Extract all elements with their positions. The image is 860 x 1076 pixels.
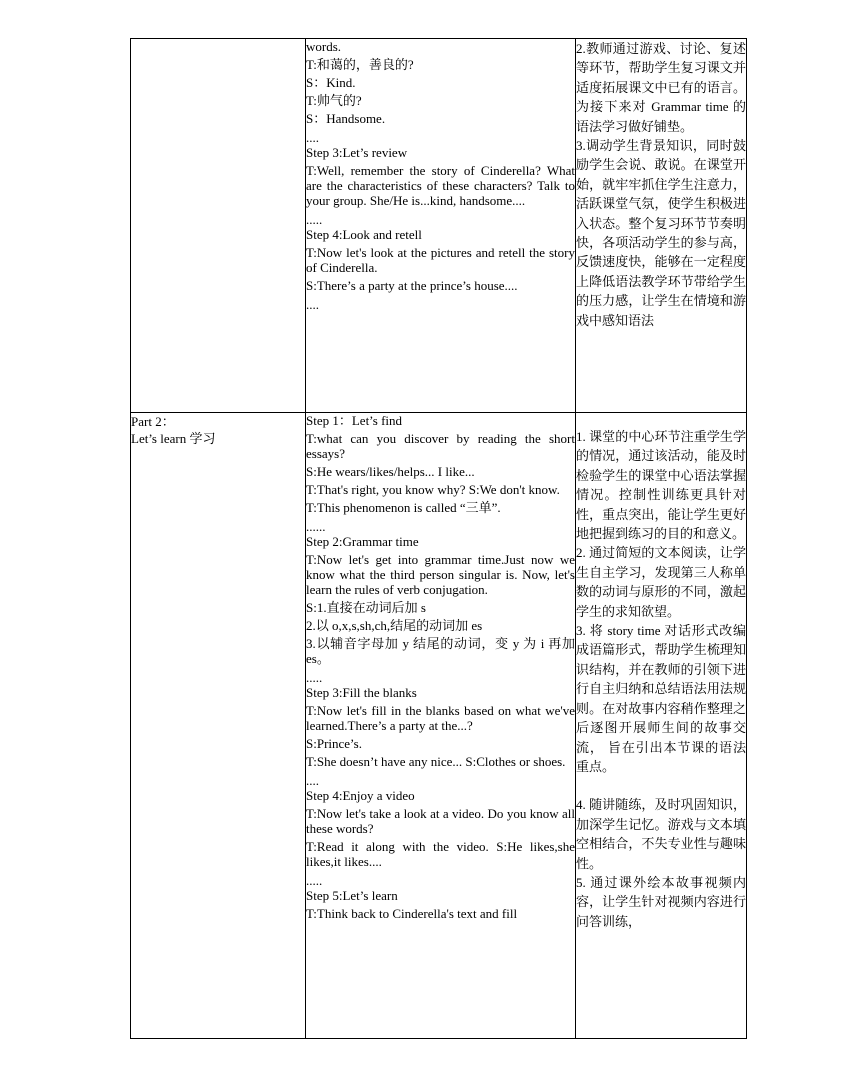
intent-note: 3. 将 story time 对话形式改编成语篇形式，帮助学生梳理知识结构，并在教师的引领下进行自主归纳和总结语法用法规则。在对故事内容稍作整理之后逐图开展师生间的故事交流， 旨在引出本节课的语法重点。 <box>576 623 746 774</box>
step-line: S:Prince’s. <box>306 736 362 751</box>
step-heading: Step 4:Enjoy a video <box>306 788 415 803</box>
step-line: T:Well, remember the story of Cinderella? What are the characteristics of these characters? Talk to your group. She/He is...kind, handsome.... <box>306 163 575 208</box>
step-line: S:He wears/likes/helps... I like... <box>306 464 475 479</box>
step-line: T:This phenomenon is called “三单”. <box>306 500 501 515</box>
step-line: T:和蔼的，善良的? <box>306 57 414 72</box>
step-line: T:Think back to Cinderella's text and fill <box>306 906 518 921</box>
step-line: T:Now let's fill in the blanks based on what we've learned.There’s a party at the...? <box>306 703 575 733</box>
step-line: S：Handsome. <box>306 111 386 126</box>
teaching-steps-cell <box>306 39 576 413</box>
step-heading: Step 3:Let’s review <box>306 145 408 160</box>
step-line: 3.以辅音字母加 y 结尾的动词，变 y 为 i 再加 es。 <box>306 636 575 666</box>
ellipsis: .... <box>306 773 319 788</box>
step-line: T:Now let's get into grammar time.Just now we know what the third person singular is. Now, let's learn the rules of verb conjugation. <box>306 552 575 597</box>
step-heading: Step 2:Grammar time <box>306 534 419 549</box>
intent-note: 1. 课堂的中心环节注重学生学的情况，通过该活动，能及时检验学生的课堂中心语法掌握情况。控制性训练更具针对性，重点突出，能让学生更好地把握到练习的目的和意义。 <box>576 429 746 542</box>
step-heading: Step 5:Let’s learn <box>306 888 398 903</box>
ellipsis: .... <box>306 130 319 145</box>
step-line: T:what can you discover by reading the short essays? <box>306 431 575 461</box>
intent-note: 3.调动学生背景知识，同时鼓励学生会说、敢说。在课堂开始，就牢牢抓住学生注意力，活跃课堂气氛，使学生积极进入状态。整个复习环节节奏明快，各项活动学生的参与高，反馈速度快，能够在一定程度上降低语法教学环节带给学生的压力感，让学生在情境和游戏中感知语法 <box>576 138 746 328</box>
ellipsis: ..... <box>306 670 323 685</box>
design-intent-cell <box>576 413 747 1039</box>
step-line: T:Read it along with the video. S:He likes,she likes,it likes.... <box>306 839 575 869</box>
step-line: T:Now let's take a look at a video. Do you know all these words? <box>306 806 575 836</box>
step-line: T:Now let's look at the pictures and retell the story of Cinderella. <box>306 245 575 275</box>
intent-note: 2.教师通过游戏、讨论、复述等环节，帮助学生复习课文并适度拓展课文中已有的语言。为接下来对 Grammar time 的语法学习做好铺垫。 <box>576 41 746 134</box>
step-line: S:1.直接在动词后加 s <box>306 600 426 615</box>
step-line: T:帅气的? <box>306 93 362 108</box>
teaching-steps-cell <box>306 413 576 1039</box>
lesson-plan-table <box>130 38 747 1039</box>
step-line: T:That's right, you know why? S:We don't know. <box>306 482 560 497</box>
design-intent-cell <box>576 39 747 413</box>
step-line: T:She doesn’t have any nice... S:Clothes or shoes. <box>306 754 566 769</box>
step-heading: Step 3:Fill the blanks <box>306 685 417 700</box>
ellipsis: ..... <box>306 873 323 888</box>
ellipsis: ...... <box>306 519 326 534</box>
ellipsis: ..... <box>306 212 323 227</box>
intent-note: 2. 通过简短的文本阅读，让学生自主学习，发现第三人称单数的动词与原形的不同，激起学生的求知欲望。 <box>576 545 746 619</box>
step-line: S：Kind. <box>306 75 356 90</box>
table-row <box>131 413 747 1039</box>
section-cell <box>131 413 306 1039</box>
intent-note: 5. 通过课外绘本故事视频内容，让学生针对视频内容进行问答训练， <box>576 874 746 929</box>
step-heading: Step 1：Let’s find <box>306 413 403 428</box>
section-cell <box>131 39 306 413</box>
part-title: Let’s learn 学习 <box>131 431 216 446</box>
table-row <box>131 39 747 413</box>
part-label: Part 2： <box>131 414 175 429</box>
step-heading: Step 4:Look and retell <box>306 227 422 242</box>
step-line: 2.以 o,x,s,sh,ch,结尾的动词加 es <box>306 618 483 633</box>
step-line: words. <box>306 39 342 54</box>
intent-note: 4. 随讲随练，及时巩固知识，加深学生记忆。游戏与文本填空相结合，不失专业性与趣味性。 <box>576 797 746 871</box>
ellipsis: .... <box>306 297 319 312</box>
step-line: S:There’s a party at the prince’s house.... <box>306 278 518 293</box>
